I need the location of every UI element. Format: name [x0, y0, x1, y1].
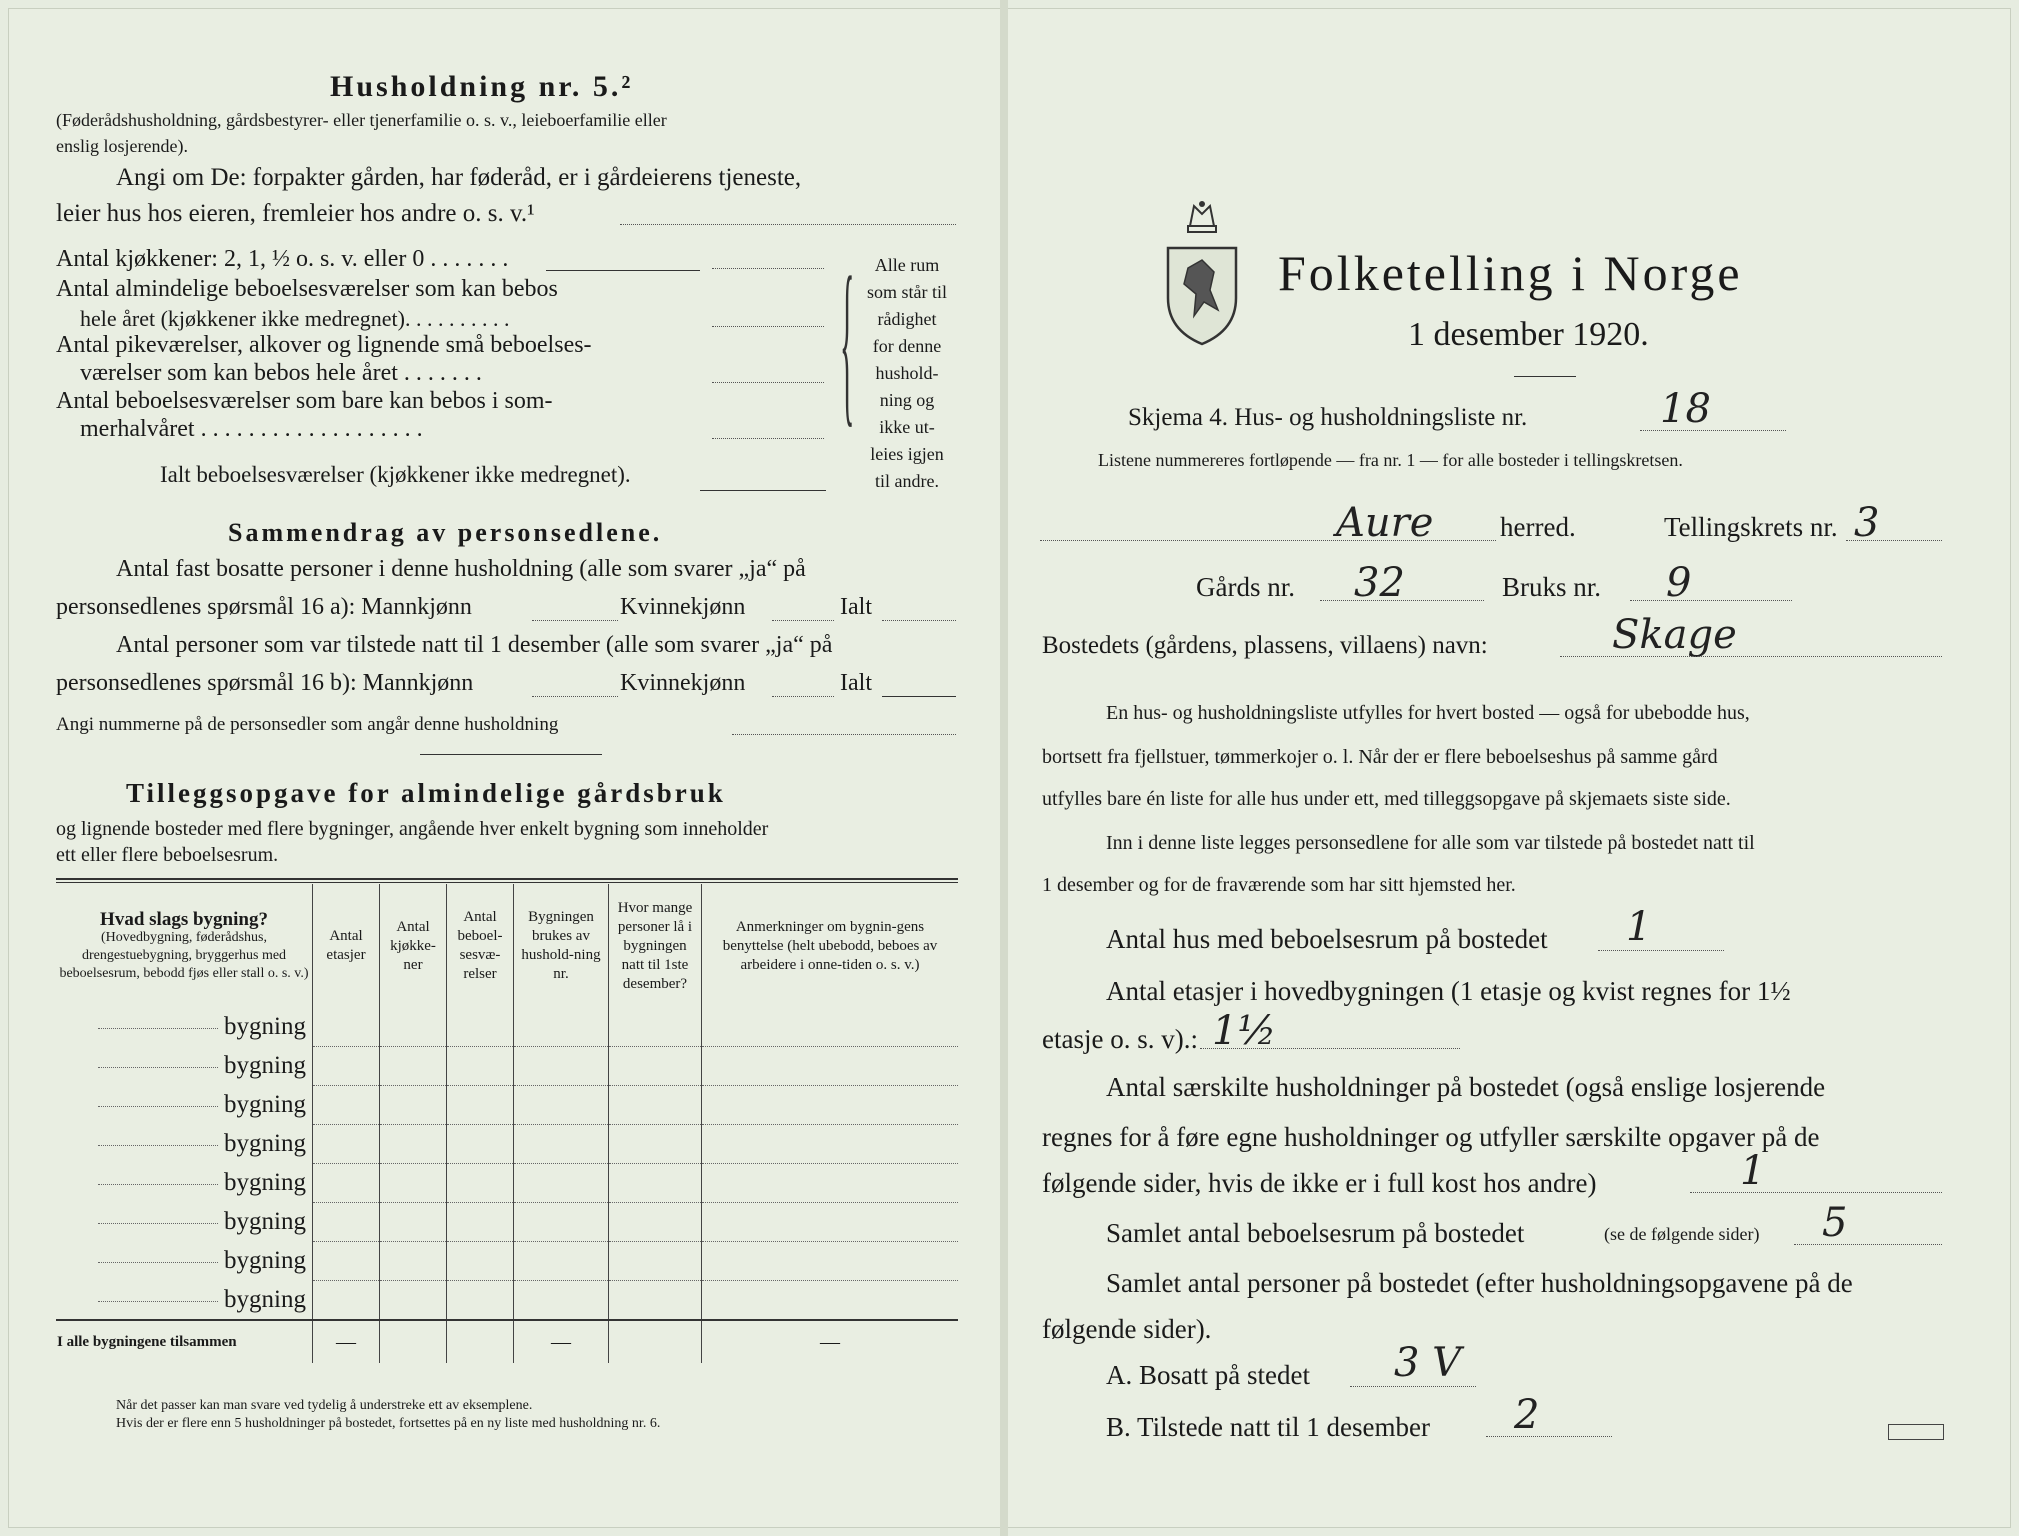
info-5: 1 desember og for de fraværende som har sitt hjemsted her.	[1042, 874, 1516, 896]
building-cell	[702, 1047, 959, 1086]
q-etasjer-value: 1½	[1212, 1008, 1277, 1054]
building-cell	[514, 1047, 609, 1086]
info-4: Inn i denne liste legges personsedlene for alle som var tilstede på bostedet natt til	[1106, 832, 1755, 854]
answer-total-2	[882, 696, 956, 697]
summary-line-4: personsedlenes spørsmål 16 b): Mannkjønn	[56, 670, 474, 696]
ask-answer-line	[620, 224, 956, 225]
answer-total-1	[882, 620, 956, 621]
rooms-kitchens: Antal kjøkkener: 2, 1, ½ o. s. v. eller 0 . . . . . . .	[56, 246, 509, 272]
summary-line-2: personsedlenes spørsmål 16 a): Mannkjønn	[56, 594, 472, 620]
q-hush-line	[1690, 1192, 1942, 1193]
herred-value: Aure	[1336, 500, 1434, 546]
building-cell	[380, 1086, 447, 1125]
building-cell	[380, 1242, 447, 1281]
building-cell	[313, 1164, 380, 1203]
q-etasjer-1: Antal etasjer i hovedbygningen (1 etasje og kvist regnes for 1½	[1106, 976, 1791, 1006]
building-cell	[514, 1086, 609, 1125]
info-3: utfylles bare én liste for alle hus under ett, med tilleggsopgave på skjemaets siste side.	[1042, 788, 1731, 810]
building-row	[56, 1164, 958, 1203]
brace-note-line: rådighet	[877, 309, 937, 329]
bosted-label: Bostedets (gårdens, plassens, villaens) navn:	[1042, 632, 1488, 659]
building-cell	[380, 1281, 447, 1321]
form-date: 1 desember 1920.	[1408, 316, 1649, 353]
answer-maid	[712, 382, 824, 383]
brace-note-line: leies igjen	[870, 444, 944, 464]
bruks-line	[1630, 600, 1792, 601]
building-row	[56, 1086, 958, 1125]
q-hush-3: følgende sider, hvis de ikke er i full kost hos andre)	[1042, 1168, 1597, 1198]
building-cell	[514, 1125, 609, 1164]
col-header-rooms: Antal beboel-sesvæ-relser	[447, 884, 514, 1008]
brace-note-line: hushold-	[875, 363, 939, 383]
b-tilstede-label: B. Tilstede natt til 1 desember	[1106, 1412, 1430, 1442]
kvinne-label-1: Kvinnekjønn	[620, 594, 746, 620]
col-header-building-note: (Hovedbygning, føderådshus, drengestuebygning, bryggerhus med beboelsesrum, bebodd fjøs eller stall o. s. v.)	[59, 929, 309, 981]
building-label-text: bygning	[224, 1169, 306, 1196]
q-rum-line	[1794, 1244, 1942, 1245]
skjema-value: 18	[1660, 386, 1711, 432]
brace-note	[858, 252, 956, 495]
building-row	[56, 1281, 958, 1321]
building-cell	[313, 1125, 380, 1164]
building-cell	[514, 1203, 609, 1242]
coat-of-arms-icon	[1160, 198, 1244, 348]
building-row	[56, 1203, 958, 1242]
building-cell	[514, 1164, 609, 1203]
info-2: bortsett fra fjellstuer, tømmerkojer o. l. Når der er flere beboelseshus på samme gård	[1042, 746, 1718, 768]
building-cell	[447, 1047, 514, 1086]
rooms-summer-2: merhalvåret . . . . . . . . . . . . . . . . . . .	[80, 416, 423, 442]
building-cell	[313, 1086, 380, 1125]
building-table-body	[56, 1008, 958, 1363]
building-total-cell	[609, 1320, 702, 1363]
answer-ordinary	[712, 326, 824, 327]
answer-male-1	[532, 620, 618, 621]
herred-label: herred.	[1500, 512, 1576, 542]
building-total-cell: —	[514, 1320, 609, 1363]
building-cell	[380, 1008, 447, 1047]
answer-female-2	[772, 696, 834, 697]
ialt-label-1: Ialt	[840, 594, 872, 620]
table-top-rule	[56, 878, 958, 880]
bruks-value: 9	[1666, 560, 1692, 606]
building-cell	[380, 1164, 447, 1203]
building-row-label	[56, 1164, 313, 1203]
building-label-text: bygning	[224, 1091, 306, 1118]
col-header-remarks: Anmerkninger om bygnin-gens benyttelse (helt ubebodd, beboes av arbeidere i onne-tiden o. s. v.)	[702, 884, 959, 1008]
building-cell	[702, 1008, 959, 1047]
building-total-label: I alle bygningene tilsammen	[56, 1320, 313, 1363]
b-tilstede-value: 2	[1514, 1392, 1540, 1438]
building-cell	[609, 1164, 702, 1203]
supplement-sub-1: og lignende bosteder med flere bygninger, angående hver enkelt bygning som inneholder	[56, 818, 769, 840]
building-label-text: bygning	[224, 1247, 306, 1274]
q-hush-1: Antal særskilte husholdninger på bostedet (også enslige losjerende	[1106, 1072, 1826, 1102]
building-cell	[514, 1281, 609, 1321]
building-total-cell: —	[313, 1320, 380, 1363]
building-row	[56, 1008, 958, 1047]
tellingskrets-value: 3	[1854, 500, 1880, 546]
building-cell	[447, 1125, 514, 1164]
building-label-text: bygning	[224, 1013, 306, 1041]
col-header-persons: Hvor mange personer lå i bygningen natt til 1ste desember?	[609, 884, 702, 1008]
supplement-title: Tilleggsopgave for almindelige gårdsbruk	[126, 778, 726, 808]
col-header-floors: Antal etasjer	[313, 884, 380, 1008]
brace-note-line: til andre.	[875, 471, 939, 491]
q-etasjer-line	[1200, 1048, 1460, 1049]
building-cell	[447, 1281, 514, 1321]
household-note: (Føderådshusholdning, gårdsbestyrer- eller tjenerfamilie o. s. v., leieboerfamilie eller	[56, 110, 667, 130]
rooms-maid-2: værelser som kan bebos hele året . . . . . . .	[80, 360, 482, 386]
household-title: Husholdning nr. 5.²	[330, 70, 634, 103]
rooms-total: Ialt beboelsesværelser (kjøkkener ikke medregnet).	[160, 462, 631, 487]
q-rum-value: 5	[1822, 1200, 1848, 1246]
building-label-text: bygning	[224, 1130, 306, 1157]
building-cell	[702, 1281, 959, 1321]
page-fold	[1000, 0, 1008, 1536]
building-cell	[702, 1086, 959, 1125]
answer-female-1	[772, 620, 834, 621]
form-title: Folketelling i Norge	[1278, 245, 1743, 301]
building-cell	[313, 1281, 380, 1321]
building-cell	[609, 1242, 702, 1281]
building-cell	[447, 1203, 514, 1242]
building-label-text: bygning	[224, 1285, 306, 1313]
building-cell	[609, 1203, 702, 1242]
answer-kitchens	[712, 268, 824, 269]
skjema-line	[1640, 430, 1786, 431]
summary-title: Sammendrag av personsedlene.	[228, 518, 663, 547]
info-1: En hus- og husholdningsliste utfylles for hvert bosted — også for ubebodde hus,	[1106, 702, 1750, 724]
col-header-building	[56, 884, 313, 1008]
building-table	[56, 884, 958, 1363]
answer-male-2	[532, 696, 618, 697]
answer-numbers	[732, 734, 956, 735]
ask-line-1: Angi om De: forpakter gården, har føderåd, er i gårdeierens tjeneste,	[116, 164, 802, 191]
a-bosatt-label: A. Bosatt på stedet	[1106, 1360, 1310, 1390]
rooms-summer: Antal beboelsesværelser som bare kan bebos i som-	[56, 388, 553, 414]
printer-stamp	[1888, 1424, 1944, 1440]
tellingskrets-label: Tellingskrets nr.	[1664, 512, 1838, 542]
building-cell	[609, 1125, 702, 1164]
q-hush-2: regnes for å føre egne husholdninger og utfyller særskilte opgaver på de	[1042, 1122, 1820, 1152]
brace-note-line: ikke ut-	[879, 417, 935, 437]
col-header-household: Bygningen brukes av hushold-ning nr.	[514, 884, 609, 1008]
title-divider	[1514, 376, 1576, 377]
footer-note-1: Når det passer kan man svare ved tydelig å understreke ett av eksemplene.	[116, 1398, 533, 1413]
bosted-line	[1560, 656, 1942, 657]
ask-line-2: leier hus hos eieren, fremleier hos andre o. s. v.¹	[56, 200, 535, 227]
building-label-text: bygning	[224, 1052, 306, 1079]
building-label-text: bygning	[224, 1208, 306, 1235]
building-cell	[514, 1242, 609, 1281]
building-row-label	[56, 1281, 313, 1321]
rooms-ordinary-2: hele året (kjøkkener ikke medregnet). . . . . . . . . .	[80, 306, 510, 331]
building-row-label	[56, 1125, 313, 1164]
building-total-cell	[380, 1320, 447, 1363]
q-hus-line	[1598, 950, 1724, 951]
gards-label: Gårds nr.	[1196, 572, 1295, 602]
summary-line-3: Antal personer som var tilstede natt til 1 desember (alle som svarer „ja“ på	[116, 632, 833, 658]
col-header-kitchens: Antal kjøkke-ner	[380, 884, 447, 1008]
angi-nummerne: Angi nummerne på de personsedler som angår denne husholdning	[56, 714, 559, 735]
building-cell	[380, 1203, 447, 1242]
building-cell	[313, 1008, 380, 1047]
q-hus-label: Antal hus med beboelsesrum på bostedet	[1106, 924, 1548, 954]
brace-note-line: ning og	[879, 390, 935, 410]
building-row	[56, 1047, 958, 1086]
brace-note-line: Alle rum	[874, 255, 940, 275]
building-cell	[609, 1281, 702, 1321]
rooms-maid: Antal pikeværelser, alkover og lignende små beboelses-	[56, 332, 592, 358]
q-pers-1: Samlet antal personer på bostedet (efter husholdningsopgavene på de	[1106, 1268, 1853, 1298]
building-total-cell	[447, 1320, 514, 1363]
building-row-label	[56, 1086, 313, 1125]
q-rum-small: (se de følgende sider)	[1604, 1224, 1760, 1244]
a-bosatt-line	[1350, 1386, 1476, 1387]
kvinne-label-2: Kvinnekjønn	[620, 670, 746, 696]
bosted-value: Skage	[1612, 612, 1737, 658]
rooms-ordinary: Antal almindelige beboelsesværelser som kan bebos	[56, 276, 558, 302]
footer-note-2: Hvis der er flere enn 5 husholdninger på bostedet, fortsettes på en ny liste med husholdning nr. 6.	[116, 1416, 661, 1431]
a-bosatt-value: 3 V	[1394, 1340, 1462, 1386]
building-cell	[702, 1125, 959, 1164]
answer-total	[700, 490, 826, 491]
building-row-label	[56, 1242, 313, 1281]
skjema-label: Skjema 4. Hus- og husholdningsliste nr.	[1128, 404, 1528, 431]
section-divider	[420, 754, 602, 755]
building-cell	[447, 1164, 514, 1203]
q-etasjer-2: etasje o. s. v).:	[1042, 1024, 1198, 1054]
building-cell	[447, 1242, 514, 1281]
building-cell	[313, 1203, 380, 1242]
building-cell	[609, 1086, 702, 1125]
answer-summer	[712, 438, 824, 439]
q-hus-value: 1	[1626, 904, 1652, 950]
building-row-label	[56, 1047, 313, 1086]
col-header-building-title: Hvad slags bygning?	[100, 908, 268, 930]
building-cell	[702, 1203, 959, 1242]
q-hush-value: 1	[1740, 1148, 1766, 1194]
brace-note-line: som står til	[867, 282, 947, 302]
gards-line	[1320, 600, 1484, 601]
herred-line	[1040, 540, 1496, 541]
brace: {	[840, 243, 855, 446]
listene-note: Listene nummereres fortløpende — fra nr. 1 — for alle bosteder i tellingskretsen.	[1098, 450, 1683, 470]
summary-line-1: Antal fast bosatte personer i denne husholdning (alle som svarer „ja“ på	[116, 556, 806, 582]
household-note-2: enslig losjerende).	[56, 136, 188, 156]
building-cell	[514, 1008, 609, 1047]
bruks-label: Bruks nr.	[1502, 572, 1602, 602]
building-row-label	[56, 1203, 313, 1242]
q-rum-label: Samlet antal beboelsesrum på bostedet	[1106, 1218, 1525, 1248]
building-total-row	[56, 1320, 958, 1363]
building-cell	[313, 1047, 380, 1086]
building-row-label	[56, 1008, 313, 1047]
underline-kitchens	[546, 270, 700, 271]
building-row	[56, 1242, 958, 1281]
building-row	[56, 1125, 958, 1164]
building-cell	[609, 1047, 702, 1086]
ialt-label-2: Ialt	[840, 670, 872, 696]
supplement-sub-2: ett eller flere beboelsesrum.	[56, 844, 279, 866]
building-cell	[702, 1164, 959, 1203]
building-cell	[447, 1086, 514, 1125]
gards-value: 32	[1354, 560, 1405, 606]
building-total-cell: —	[702, 1320, 959, 1363]
brace-note-line: for denne	[872, 336, 942, 356]
building-cell	[609, 1008, 702, 1047]
table-top-rule-2	[56, 882, 958, 883]
b-tilstede-line	[1486, 1436, 1612, 1437]
building-cell	[702, 1242, 959, 1281]
building-cell	[313, 1242, 380, 1281]
building-cell	[380, 1125, 447, 1164]
q-pers-2: følgende sider).	[1042, 1314, 1212, 1344]
tellingskrets-line	[1846, 540, 1942, 541]
building-cell	[380, 1047, 447, 1086]
building-cell	[447, 1008, 514, 1047]
